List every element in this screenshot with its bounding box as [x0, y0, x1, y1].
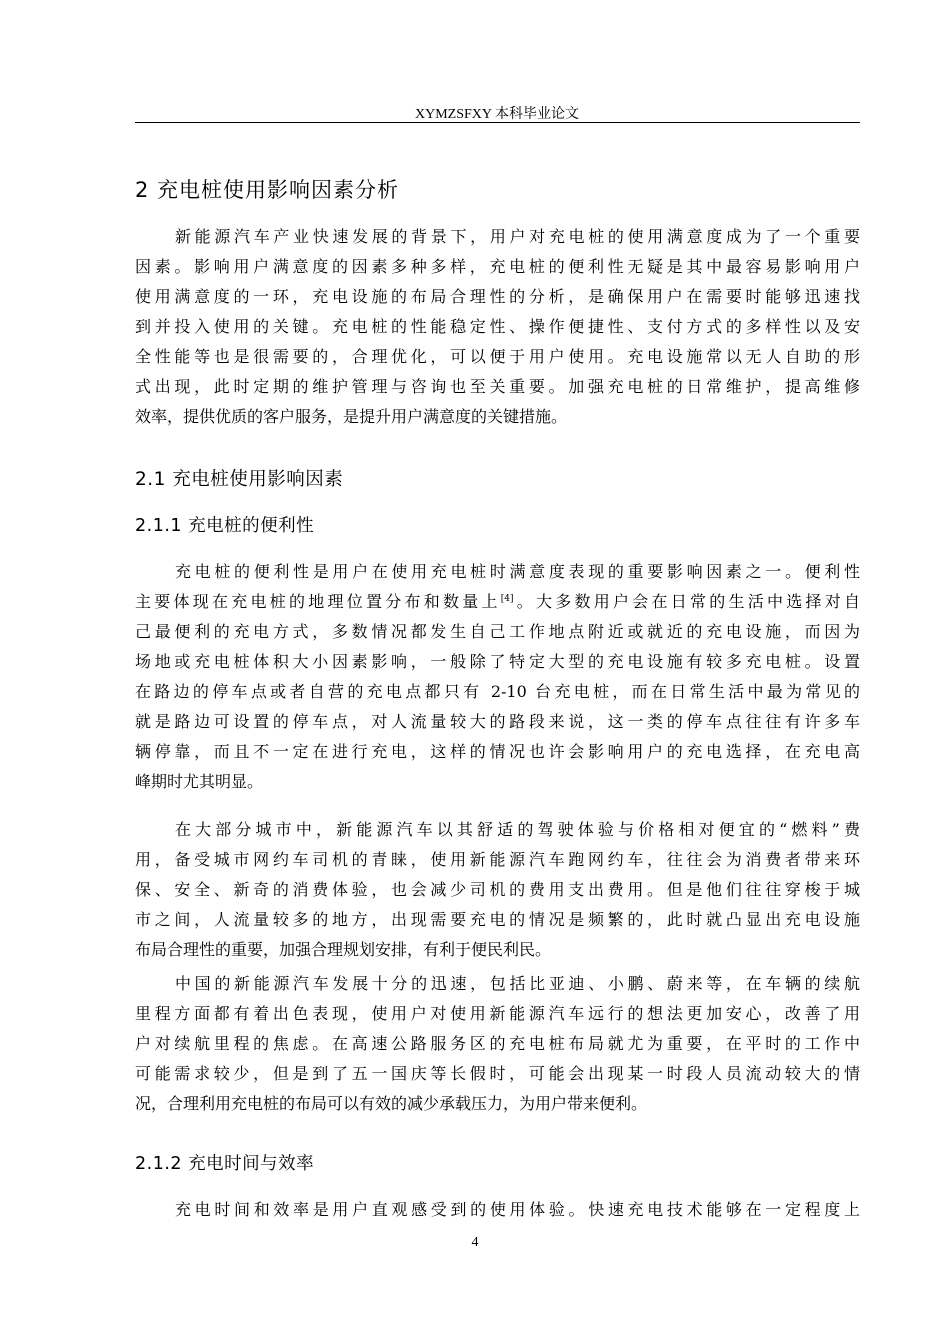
text-line: 使用满意度的一环，充电设施的布局合理性的分析，是确保用户在需要时能够迅速找: [135, 287, 860, 306]
text-line: 到并投入使用的关键。充电桩的性能稳定性、操作便捷性、支付方式的多样性以及安: [135, 317, 860, 336]
text-segment: 。大多数用户会在日常的生活中选择对自: [513, 592, 860, 611]
text-line: 保、安全、新奇的消费体验，也会减少司机的费用支出费用。但是他们往往穿梭于城: [135, 880, 860, 899]
text-line: 新能源汽车产业快速发展的背景下，用户对充电桩的使用满意度成为了一个重要: [175, 227, 860, 246]
text-line: 充电时间和效率是用户直观感受到的使用体验。快速充电技术能够在一定程度上: [175, 1200, 860, 1219]
text-line: 效率，提供优质的客户服务，是提升用户满意度的关键措施。: [135, 407, 568, 426]
convenience-paragraph-3: [135, 969, 860, 1119]
text-line: 在大部分城市中，新能源汽车以其舒适的驾驶体验与价格相对便宜的“燃料”费: [175, 820, 860, 839]
text-line: [135, 587, 860, 617]
text-line: 就是路边可设置的停车点，对人流量较大的路段来说，这一类的停车点往往有许多车: [135, 712, 860, 731]
text-line: 户对续航里程的焦虑。在高速公路服务区的充电桩布局就尤为重要，在平时的工作中: [135, 1034, 860, 1053]
section-heading-2-1: 2.1 充电桩使用影响因素: [135, 469, 344, 490]
text-line: 充电桩的便利性是用户在使用充电桩时满意度表现的重要影响因素之一。便利性: [175, 562, 860, 581]
text-line: 用，备受城市网约车司机的青睐，使用新能源汽车跑网约车，往往会为消费者带来环: [135, 850, 860, 869]
chapter-heading: 2 充电桩使用影响因素分析: [135, 178, 400, 202]
text-line: 因素。影响用户满意度的因素多种多样，充电桩的便利性无疑是其中最容易影响用户: [135, 257, 860, 276]
text-line: 场地或充电桩体积大小因素影响，一般除了特定大型的充电设施有较多充电桩。设置: [135, 652, 860, 671]
charging-time-paragraph: [135, 1195, 860, 1225]
text-line: 己最便利的充电方式，多数情况都发生自己工作地点附近或就近的充电设施，而因为: [135, 622, 860, 641]
text-line: 况，合理利用充电桩的布局可以有效的减少承载压力，为用户带来便利。: [135, 1094, 648, 1113]
text-line: 峰期时尤其明显。: [135, 772, 264, 791]
subsection-heading-2-1-2: 2.1.2 充电时间与效率: [135, 1154, 315, 1174]
text-line: 在路边的停车点或者自营的充电点都只有 2-10 台充电桩，而在日常生活中最为常见的: [135, 682, 860, 701]
text-line: 布局合理性的重要，加强合理规划安排，有利于便民利民。: [135, 940, 552, 959]
text-line: 全性能等也是很需要的，合理优化，可以便于用户使用。充电设施常以无人自助的形: [135, 347, 860, 366]
text-line: 辆停靠，而且不一定在进行充电，这样的情况也许会影响用户的充电选择，在充电高: [135, 742, 860, 761]
intro-paragraph: [135, 222, 860, 432]
citation-ref[interactable]: [4]: [500, 594, 514, 604]
text-segment: 主要体现在充电桩的地理位置分布和数量上: [135, 592, 501, 611]
convenience-paragraph-2: [135, 815, 860, 965]
text-line: 式出现，此时定期的维护管理与咨询也至关重要。加强充电桩的日常维护，提高维修: [135, 377, 860, 396]
header-divider: [135, 122, 860, 123]
convenience-paragraph-1: [135, 557, 860, 797]
text-line: 市之间，人流量较多的地方，出现需要充电的情况是频繁的，此时就凸显出充电设施: [135, 910, 860, 929]
text-line: 可能需求较少，但是到了五一国庆等长假时，可能会出现某一时段人员流动较大的情: [135, 1064, 860, 1083]
page-number: 4: [471, 1235, 479, 1250]
subsection-heading-2-1-1: 2.1.1 充电桩的便利性: [135, 516, 315, 536]
running-header: XYMZSFXY 本科毕业论文: [415, 107, 579, 122]
text-line: 里程方面都有着出色表现，使用户对使用新能源汽车远行的想法更加安心，改善了用: [135, 1004, 860, 1023]
text-line: 中国的新能源汽车发展十分的迅速，包括比亚迪、小鹏、蔚来等，在车辆的续航: [175, 974, 860, 993]
